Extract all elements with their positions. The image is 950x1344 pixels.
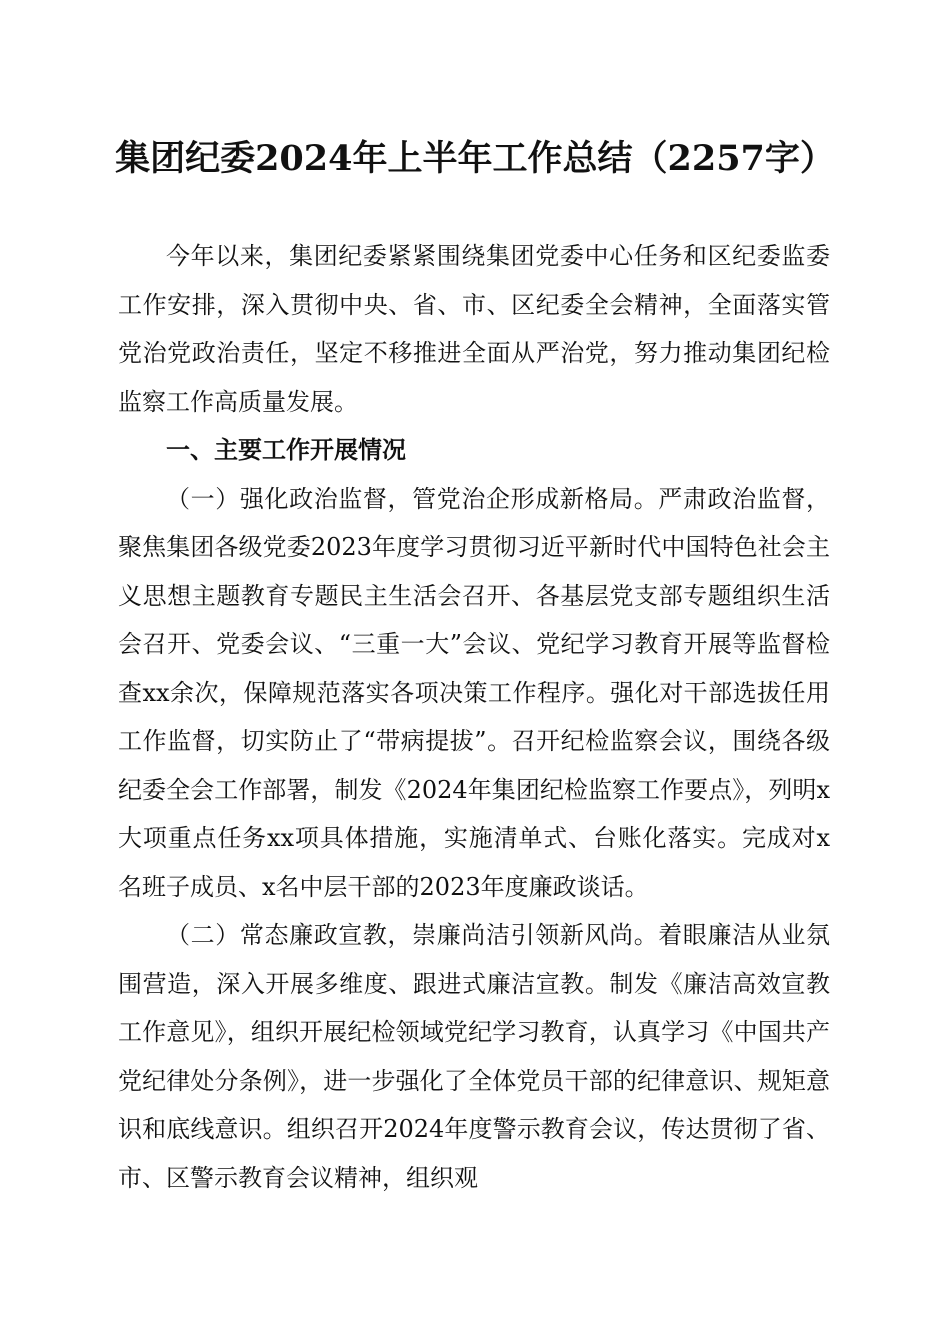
document-title: 集团纪委2024年上半年工作总结（2257字） [115,138,835,179]
section-heading: 一、主要工作开展情况 [166,436,406,464]
intro-paragraph: 今年以来，集团纪委紧紧围绕集团党委中心任务和区纪委监委工作安排，深入贯彻中央、省、市、区纪委全会精神，全面落实管党治党政治责任，坚定不移推进全面从严治党，努力推动集团纪检监察工作高质量发展。 [118,242,830,416]
paragraph-political-supervision: （一）强化政治监督，管党治企形成新格局。严肃政治监督，聚焦集团各级党委2023年度学习贯彻习近平新时代中国特色社会主义思想主题教育专题民主生活会召开、各基层党支部专题组织生活会召开、党委会议、“三重一大”会议、党纪学习教育开展等监督检查xx余次，保障规范落实各项决策工作程序。强化对干部选拔任用工作监督，切实防止了“带病提拔”。召开纪检监察会议，围绕各级纪委全会工作部署，制发《2024年集团纪检监察工作要点》，列明x大项重点任务xx项具体措施，实施清单式、台账化落实。完成对x名班子成员、x名中层干部的2023年度廉政谈话。 [118,484,830,901]
document-body [118,232,830,1202]
paragraph-integrity-education: （二）常态廉政宣教，崇廉尚洁引领新风尚。着眼廉洁从业氛围营造，深入开展多维度、跟进式廉洁宣教。制发《廉洁高效宣教工作意见》，组织开展纪检领域党纪学习教育，认真学习《中国共产党纪律处分条例》，进一步强化了全体党员干部的纪律意识、规矩意识和底线意识。组织召开2024年度警示教育会议，传达贯彻了省、市、区警示教育会议精神，组织观 [118,921,830,1192]
